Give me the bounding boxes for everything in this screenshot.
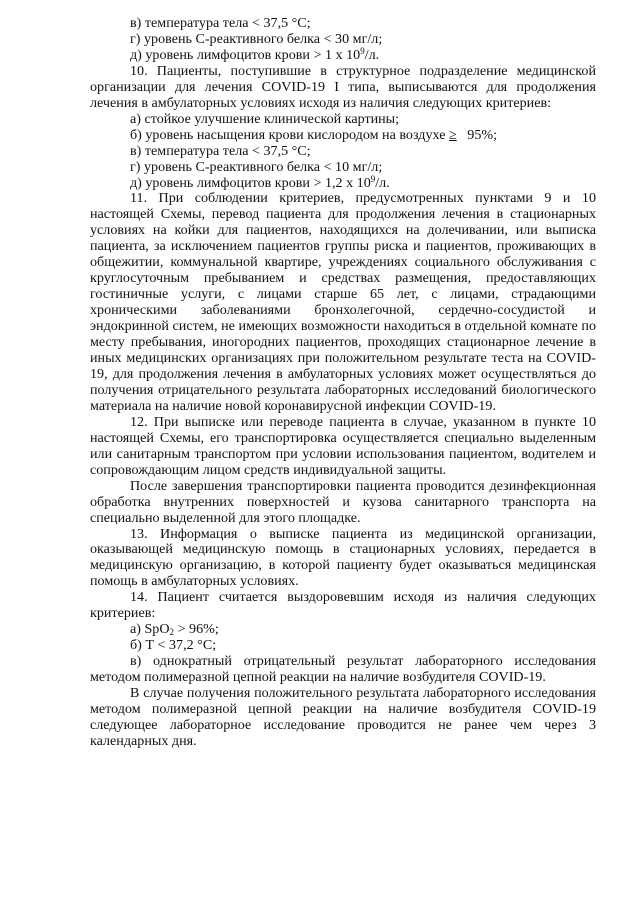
subscript: 2 [169, 627, 175, 638]
criterion-text: б) уровень насыщения крови кислородом на воздухе [130, 126, 449, 143]
paragraph-11: 11. При соблюдении критериев, предусмотренных пунктами 9 и 10 настоящей Схемы, перевод пациента для продолжения лечения в стационарных условиях на койки для пациентов, находящихся на долечивании, или выписка пациента, за исключением пациентов группы риска и пациентов, проживающих в общежитии, коммунальной квартире, учреждениях социального обслуживания с круглосуточным пребыванием и средствах размещения, предоставляющих гостиничные услуги, с лицами старше 65 лет, с лицами, страдающими хроническими заболеваниями бронхолегочной, сердечно-сосудистой и эндокринной систем, не имеющих возможности находиться в отдельной комнате по месту пребывания, иногородних пациентов, проходящих стационарное лечение в иных медицинских организациях при положительном результате теста на COVID-19, для продолжения лечения в амбулаторных условиях может осуществляться до получения отрицательного результата лабораторных исследований биологического материала на наличие новой коронавирусной инфекции COVID-19. [90, 190, 596, 414]
criterion-item: в) однократный отрицательный результат лабораторного исследования методом полимеразной цепной реакции на наличие возбудителя COVID-19. [90, 653, 596, 686]
criterion-value: 95%; [456, 126, 498, 143]
criterion-item: б) Т < 37,2 °С; [130, 637, 217, 654]
criterion-item: а) стойкое улучшение клинической картины; [130, 110, 400, 127]
paragraph-12: 12. При выписке или переводе пациента в случае, указанном в пункте 10 настоящей Схемы, его транспортировка осуществляется специально выделенным или санитарным транспортом при условии использования пациентом, водителем и сопровождающим лицом средств индивидуальной защиты. [90, 413, 596, 478]
criterion-item: г) уровень С-реактивного белка < 10 мг/л; [130, 158, 383, 175]
criterion-unit: /л. [364, 46, 380, 63]
criterion-item: в) температура тела < 37,5 °С; [130, 142, 311, 159]
criterion-item [90, 45, 596, 64]
paragraph-final: В случае получения положительного результата лабораторного исследования методом полимеразной цепной реакции на наличие возбудителя COVID-19 следующее лабораторное исследование проводится не ранее чем через 3 календарных дня. [90, 685, 596, 749]
document-page [90, 16, 596, 750]
criterion-text: а) SpO [130, 621, 170, 638]
criterion-item [90, 173, 596, 192]
paragraph-12-continued: После завершения транспортировки пациента проводится дезинфекционная обработка внутренних поверхностей и кузова санитарного транспорта на специально выделенной для этого площадке. [90, 477, 596, 526]
paragraph-10: 10. Пациенты, поступившие в структурное подразделение медицинской организации для лечения COVID-19 I типа, выписываются для продолжения лечения в амбулаторных условиях исходя из наличия следующих критериев: [90, 62, 596, 111]
criterion-text: д) уровень лимфоцитов крови > 1 х 10 [130, 46, 361, 63]
criterion-item: в) температура тела < 37,5 °С; [130, 15, 311, 31]
paragraph-13: 13. Информация о выписке пациента из медицинской организации, оказывающей медицинскую помощь в стационарных условиях, передается в медицинскую организацию, в которой пациенту будет оказываться медицинская помощь в амбулаторных условиях. [90, 525, 596, 590]
criterion-text: д) уровень лимфоцитов крови > 1,2 х 10 [130, 174, 371, 191]
criterion-item [90, 622, 596, 638]
paragraph-14: 14. Пациент считается выздоровевшим исходя из наличия следующих критериев: [90, 589, 596, 622]
criterion-value: > 96%; [174, 621, 219, 638]
exponent: 9 [370, 173, 376, 184]
criterion-item [90, 128, 596, 144]
gte-symbol: ≥ [448, 126, 457, 143]
criterion-item: г) уровень С-реактивного белка < 30 мг/л; [130, 30, 383, 47]
criterion-unit: /л. [375, 174, 390, 191]
exponent: 9 [360, 45, 365, 56]
